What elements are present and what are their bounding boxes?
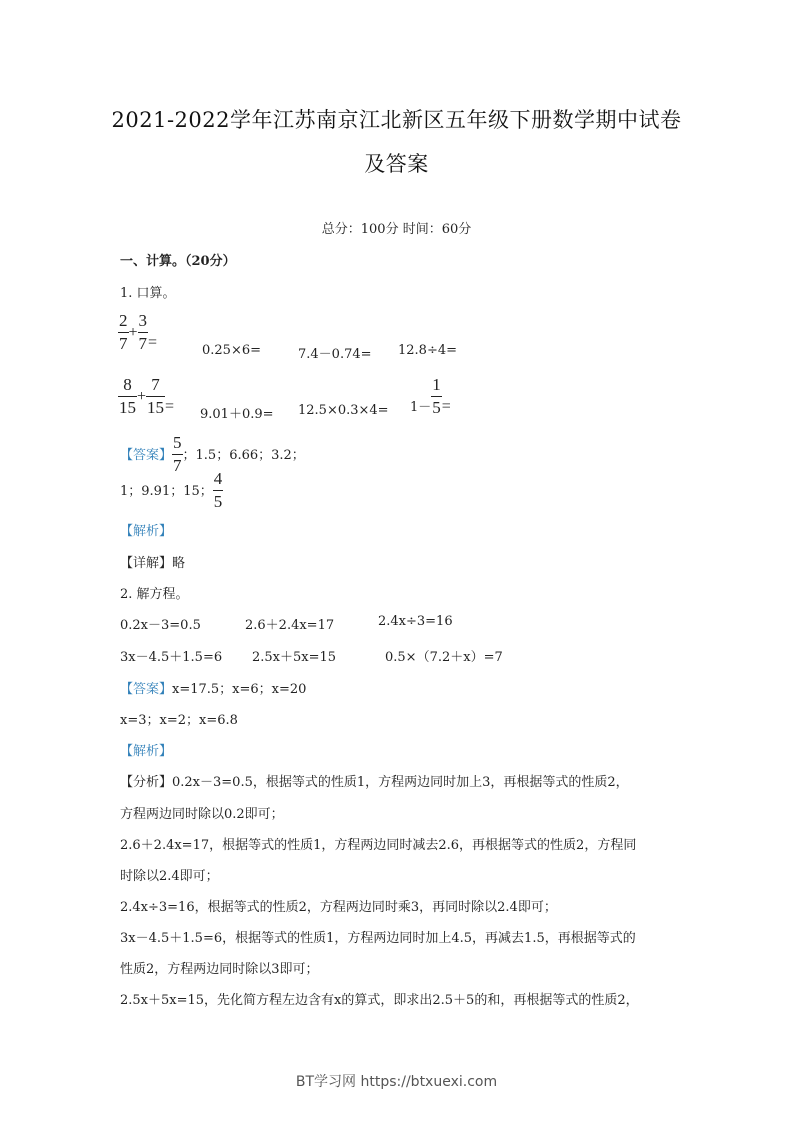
fraction: $\frac{4}{5}$ <box>213 469 223 511</box>
answer-line-2: 1；9.91；15； $\frac{4}{5}$ <box>120 469 223 511</box>
oral-calc-row-2: $\frac{8}{15}$ + $\frac{7}{15}$ = <box>119 375 175 417</box>
analysis-line: 方程两边同时除以0.2即可； <box>120 807 284 822</box>
answer-tag: 【答案】 <box>120 448 173 463</box>
oral-calc-row-1: $\frac{2}{7}$ + $\frac{3}{7}$ = <box>119 311 158 353</box>
equation: 2.5x＋5x=15 <box>252 650 337 665</box>
answer-line-1: 【答案】 $\frac{5}{7}$ ；1.5；6.66；3.2； <box>120 433 305 475</box>
equation: 3x－4.5＋1.5=6 <box>120 650 223 665</box>
fraction: $\frac{1}{5}$ <box>432 375 441 417</box>
equation: 2.6＋2.4x=17 <box>245 618 335 633</box>
answer-line-1: 【答案】x=17.5；x=6；x=20 <box>120 682 307 697</box>
analysis-line: 时除以2.4即可； <box>120 869 219 884</box>
fraction: $\frac{7}{15}$ <box>147 375 165 417</box>
exam-meta: 总分：100分 时间：60分 <box>321 222 472 237</box>
analysis-line: 2.4x÷3=16，根据等式的性质2，方程两边同时乘3，再同时除以2.4即可； <box>120 900 557 915</box>
answer-line-2: x=3；x=2；x=6.8 <box>120 713 238 728</box>
analysis-line: 性质2，方程两边同时除以3即可； <box>120 962 319 977</box>
detail-text: 【详解】略 <box>120 556 186 571</box>
fraction: $\frac{3}{7}$ <box>138 311 148 353</box>
equation: 0.2x－3=0.5 <box>120 618 201 633</box>
document-title-line2: 及答案 <box>364 152 429 176</box>
oral-calc-item: 9.01＋0.9= <box>200 407 274 422</box>
oral-calc-item-fraction: $_{1-}$ $\frac{1}{5}$ = <box>410 375 451 417</box>
oral-calc-item: 12.5×0.3×4= <box>298 403 389 418</box>
section-heading: 一、计算。（20分） <box>120 254 236 269</box>
question-2-label: 2. 解方程。 <box>120 587 189 602</box>
fraction: $\frac{2}{7}$ <box>119 311 128 353</box>
fraction: $\frac{8}{15}$ <box>119 375 136 417</box>
oral-calc-item: 12.8÷4= <box>398 343 458 358</box>
footer-watermark: BT学习网 https://btxuexi.com <box>295 1074 498 1090</box>
analysis-tag: 【解析】 <box>120 524 173 539</box>
analysis-line: 3x－4.5＋1.5=6，根据等式的性质1，方程两边同时加上4.5，再减去1.5，再根据等式的 <box>120 931 636 946</box>
analysis-line: 2.5x＋5x=15，先化简方程左边含有x的算式，即求出2.5＋5的和，再根据等式的性质2， <box>120 993 639 1008</box>
document-title-line1: 2021-2022学年江苏南京江北新区五年级下册数学期中试卷 <box>111 108 682 132</box>
oral-calc-item: 7.4－0.74= <box>298 347 372 362</box>
oral-calc-item: 0.25×6= <box>202 343 262 358</box>
analysis-line: 2.6＋2.4x=17，根据等式的性质1，方程两边同时减去2.6，再根据等式的性质2，方程同 <box>120 838 637 853</box>
question-1-label: 1. 口算。 <box>120 286 176 301</box>
analysis-line: 【分析】0.2x－3=0.5，根据等式的性质1，方程两边同时加上3，再根据等式的性质2， <box>120 775 629 790</box>
answer-tag: 【答案】 <box>120 682 173 697</box>
equation: 0.5×（7.2＋x）=7 <box>385 650 503 665</box>
fraction: $\frac{5}{7}$ <box>173 433 182 475</box>
equation: 2.4x÷3=16 <box>378 614 453 629</box>
analysis-tag: 【解析】 <box>120 744 173 759</box>
